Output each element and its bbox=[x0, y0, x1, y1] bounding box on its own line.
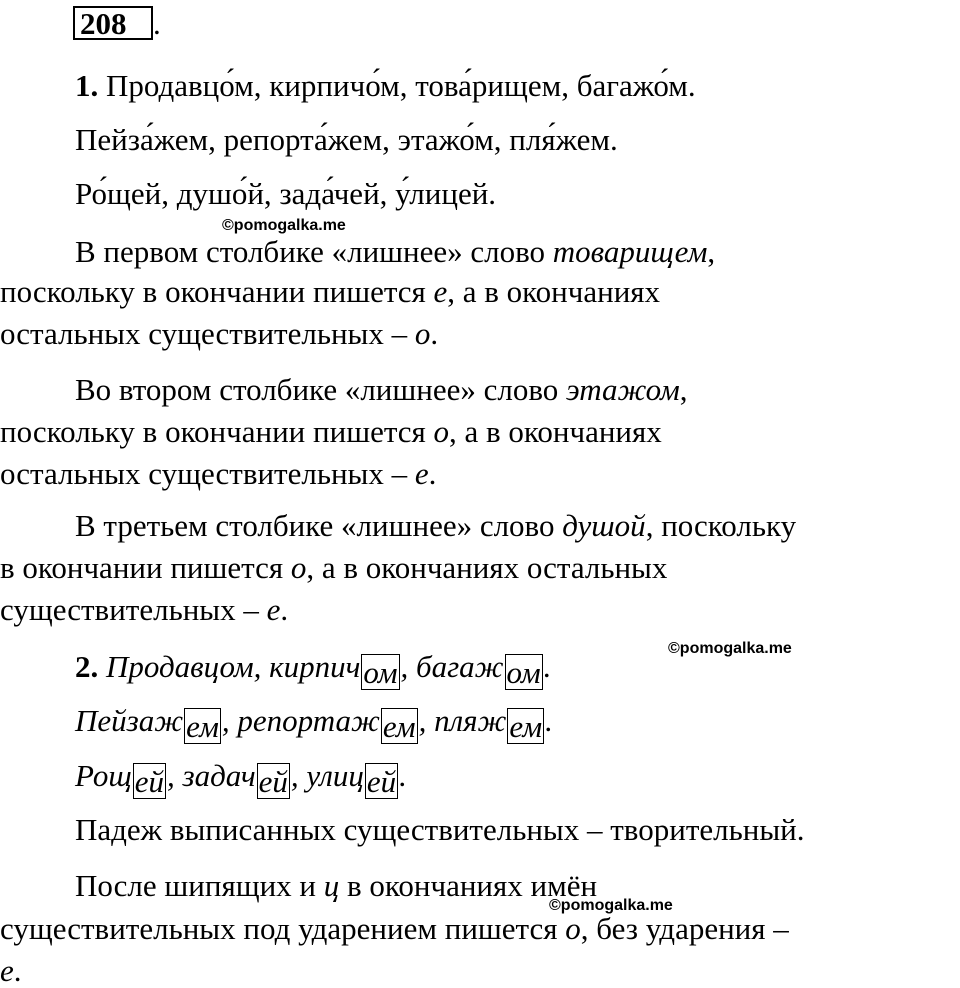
part1-number: 1. bbox=[75, 68, 99, 103]
p1-text-e: остальных существительных – bbox=[0, 316, 415, 351]
p3-text-f: . bbox=[280, 592, 289, 627]
separator: , bbox=[418, 703, 427, 738]
ending-box: ем bbox=[382, 709, 416, 744]
part1-row2: Пейза́жем, репорта́жем, этажо́м, пля́жем. bbox=[75, 122, 618, 157]
p2-line2 bbox=[0, 416, 662, 447]
p2-text-f: . bbox=[428, 456, 437, 491]
word-stem: пляж bbox=[426, 703, 507, 738]
rule-letter-o: о bbox=[565, 911, 581, 946]
p1-letter2: о bbox=[414, 316, 431, 351]
part1-row1-text: Продавцо́м, кирпичо́м, това́рищем, багажо́м. bbox=[106, 68, 696, 103]
p3-letter2: е bbox=[266, 592, 281, 627]
p2-letter1: о bbox=[433, 414, 450, 449]
p2-word: этажом bbox=[566, 372, 680, 407]
p3-text-e: существительных – bbox=[0, 592, 267, 627]
p1-text-c: поскольку в окончании пишется bbox=[0, 274, 434, 309]
word-stem: багаж bbox=[408, 649, 504, 684]
part2-number: 2. bbox=[75, 649, 99, 684]
p2-text-d: , а в окончаниях bbox=[449, 414, 662, 449]
p1-text-b: , bbox=[707, 234, 716, 269]
separator: . bbox=[543, 649, 552, 684]
word-stem: задач bbox=[174, 758, 256, 793]
rule-text-a: После шипящих и bbox=[75, 868, 324, 903]
rule-text-c: существительных под ударением пишется bbox=[0, 911, 566, 946]
p3-text-b: , поскольку bbox=[645, 508, 797, 543]
separator: , bbox=[166, 758, 175, 793]
rule-line2 bbox=[0, 913, 789, 944]
p3-text-c: в окончании пишется bbox=[0, 550, 291, 585]
p3-line3 bbox=[0, 594, 288, 625]
part2-row1-words bbox=[106, 649, 552, 690]
p2-text-c: поскольку в окончании пишется bbox=[0, 414, 434, 449]
p1-text-a: В первом столбике «лишнее» слово bbox=[75, 234, 553, 269]
word-stem: репортаж bbox=[229, 703, 380, 738]
p1-letter1: е bbox=[433, 274, 448, 309]
task-number: 208 bbox=[80, 6, 127, 41]
p1-text-d: , а в окончаниях bbox=[447, 274, 661, 309]
rule-text-b: в окончаниях имён bbox=[339, 868, 598, 903]
ending-box: ем bbox=[509, 709, 543, 744]
p2-line3 bbox=[0, 458, 436, 489]
p2-line1 bbox=[75, 374, 687, 405]
part2-row2-words bbox=[75, 703, 553, 744]
watermark: ©pomogalka.me bbox=[222, 217, 346, 234]
separator: , bbox=[290, 758, 299, 793]
part2-row3-words bbox=[75, 758, 407, 799]
separator: , bbox=[221, 703, 230, 738]
ending-box: ей bbox=[134, 764, 164, 799]
part2-row3 bbox=[75, 760, 407, 799]
rule-letter-e: е bbox=[0, 953, 14, 988]
p2-text-a: Во втором столбике «лишнее» слово bbox=[75, 372, 567, 407]
watermark: ©pomogalka.me bbox=[549, 897, 673, 914]
p3-letter1: о bbox=[290, 550, 307, 585]
ending-box: ом bbox=[506, 655, 541, 690]
case-line: Падеж выписанных существительных – творительный. bbox=[75, 812, 805, 847]
part1-row1 bbox=[75, 70, 696, 101]
p2-letter2: е bbox=[414, 456, 429, 491]
p2-text-b: , bbox=[679, 372, 688, 407]
word-stem: Рощ bbox=[75, 758, 132, 793]
part2-row1 bbox=[75, 651, 551, 690]
rule-text-e: . bbox=[13, 953, 22, 988]
rule-letter-ts: ц bbox=[323, 868, 340, 903]
ending-box: ей bbox=[258, 764, 288, 799]
word-stem: Продавцом, кирпич bbox=[106, 649, 361, 684]
p3-text-a: В третьем столбике «лишнее» слово bbox=[75, 508, 563, 543]
part2-row2 bbox=[75, 705, 553, 744]
rule-text-d: , без ударения – bbox=[580, 911, 789, 946]
p2-text-e: остальных существительных – bbox=[0, 456, 415, 491]
p1-word: товарищем bbox=[552, 234, 708, 269]
p3-text-d: , а в окончаниях остальных bbox=[306, 550, 668, 585]
separator: . bbox=[399, 758, 407, 793]
p3-line1 bbox=[75, 510, 796, 541]
ending-box: ем bbox=[186, 709, 219, 744]
p1-line3 bbox=[0, 318, 438, 349]
p3-word: душой bbox=[562, 508, 646, 543]
p1-text-f: . bbox=[430, 316, 439, 351]
p1-line2 bbox=[0, 276, 660, 307]
word-stem: улиц bbox=[298, 758, 364, 793]
word-stem: Пейзаж bbox=[75, 703, 184, 738]
rule-line1 bbox=[75, 870, 597, 901]
rule-line3 bbox=[0, 955, 22, 986]
ending-box: ом bbox=[363, 655, 398, 690]
separator: . bbox=[545, 703, 553, 738]
watermark: ©pomogalka.me bbox=[668, 640, 792, 657]
task-number-dot: . bbox=[153, 6, 161, 41]
ending-box: ей bbox=[366, 764, 397, 799]
p1-line1 bbox=[75, 236, 715, 267]
separator: , bbox=[400, 649, 409, 684]
p3-line2 bbox=[0, 552, 667, 583]
part1-row3: Ро́щей, душо́й, зада́чей, у́лицей. bbox=[75, 176, 497, 211]
